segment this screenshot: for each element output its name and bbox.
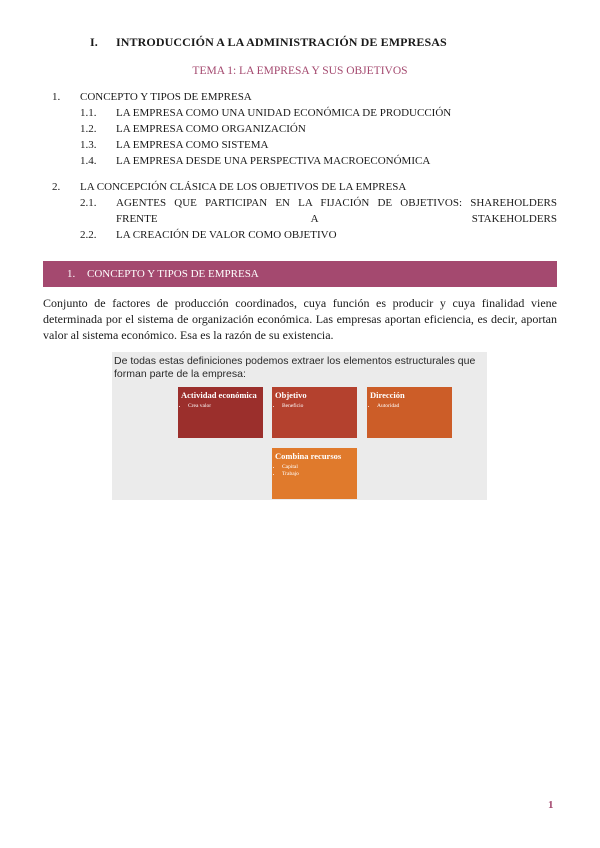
box-title: Actividad económica — [181, 390, 257, 400]
toc-item: 2. LA CONCEPCIÓN CLÁSICA DE LOS OBJETIVOS DE LA EMPRESA — [52, 181, 407, 193]
toc-item: 2.1. AGENTES QUE PARTICIPAN EN LA FIJACIÓN DE OBJETIVOS: SHAREHOLDERS FRENTE A STAKEHOLDERS — [80, 197, 557, 225]
tema-title: TEMA 1: LA EMPRESA Y SUS OBJETIVOS — [192, 65, 408, 77]
toc-item: 1.3. LA EMPRESA COMO SISTEMA — [80, 139, 269, 151]
toc-item: 2.2. LA CREACIÓN DE VALOR COMO OBJETIVO — [80, 229, 337, 241]
section-paragraph: Conjunto de factores de producción coordinados, cuya función es producir y cuya finalidad viene determinada por el sistema de organización económica. Las empresas aportan eficiencia, es decir, aportan valor al sistema económico. Esa es la razón de su existencia. — [43, 296, 557, 342]
box-title: Objetivo — [275, 390, 307, 400]
element-box-objetivo — [272, 387, 357, 438]
toc-item: 1. CONCEPTO Y TIPOS DE EMPRESA — [52, 91, 252, 103]
box-title: Combina recursos — [275, 451, 342, 461]
box-bullet: • Trabajo — [282, 471, 357, 478]
section-heading-band — [43, 261, 557, 287]
box-bullet: • Autoridad — [377, 403, 452, 410]
page-number: 1 — [548, 799, 554, 811]
section-number: 1. — [67, 268, 76, 280]
box-bullet: • Crea valor — [188, 403, 263, 410]
box-title: Dirección — [370, 390, 405, 400]
element-box-direccion — [367, 387, 452, 438]
part-number: I. — [90, 35, 98, 49]
figure-caption: De todas estas definiciones podemos extraer los elementos estructurales que forman parte de la empresa: — [114, 355, 476, 380]
toc-item: 1.4. LA EMPRESA DESDE UNA PERSPECTIVA MACROECONÓMICA — [80, 155, 431, 167]
element-box-actividad — [178, 387, 263, 438]
element-box-combina — [272, 448, 357, 499]
toc-item: 1.2. LA EMPRESA COMO ORGANIZACIÓN — [80, 123, 306, 135]
structural-elements-figure — [112, 352, 487, 500]
part-title-text: INTRODUCCIÓN A LA ADMINISTRACIÓN DE EMPRESAS — [116, 35, 447, 49]
toc-item: 1.1. LA EMPRESA COMO UNA UNIDAD ECONÓMICA DE PRODUCCIÓN — [80, 107, 452, 119]
box-bullet: • Capital — [282, 464, 357, 471]
section-title: CONCEPTO Y TIPOS DE EMPRESA — [87, 268, 259, 280]
box-bullet: • Beneficio — [282, 403, 357, 410]
part-title — [90, 35, 447, 50]
